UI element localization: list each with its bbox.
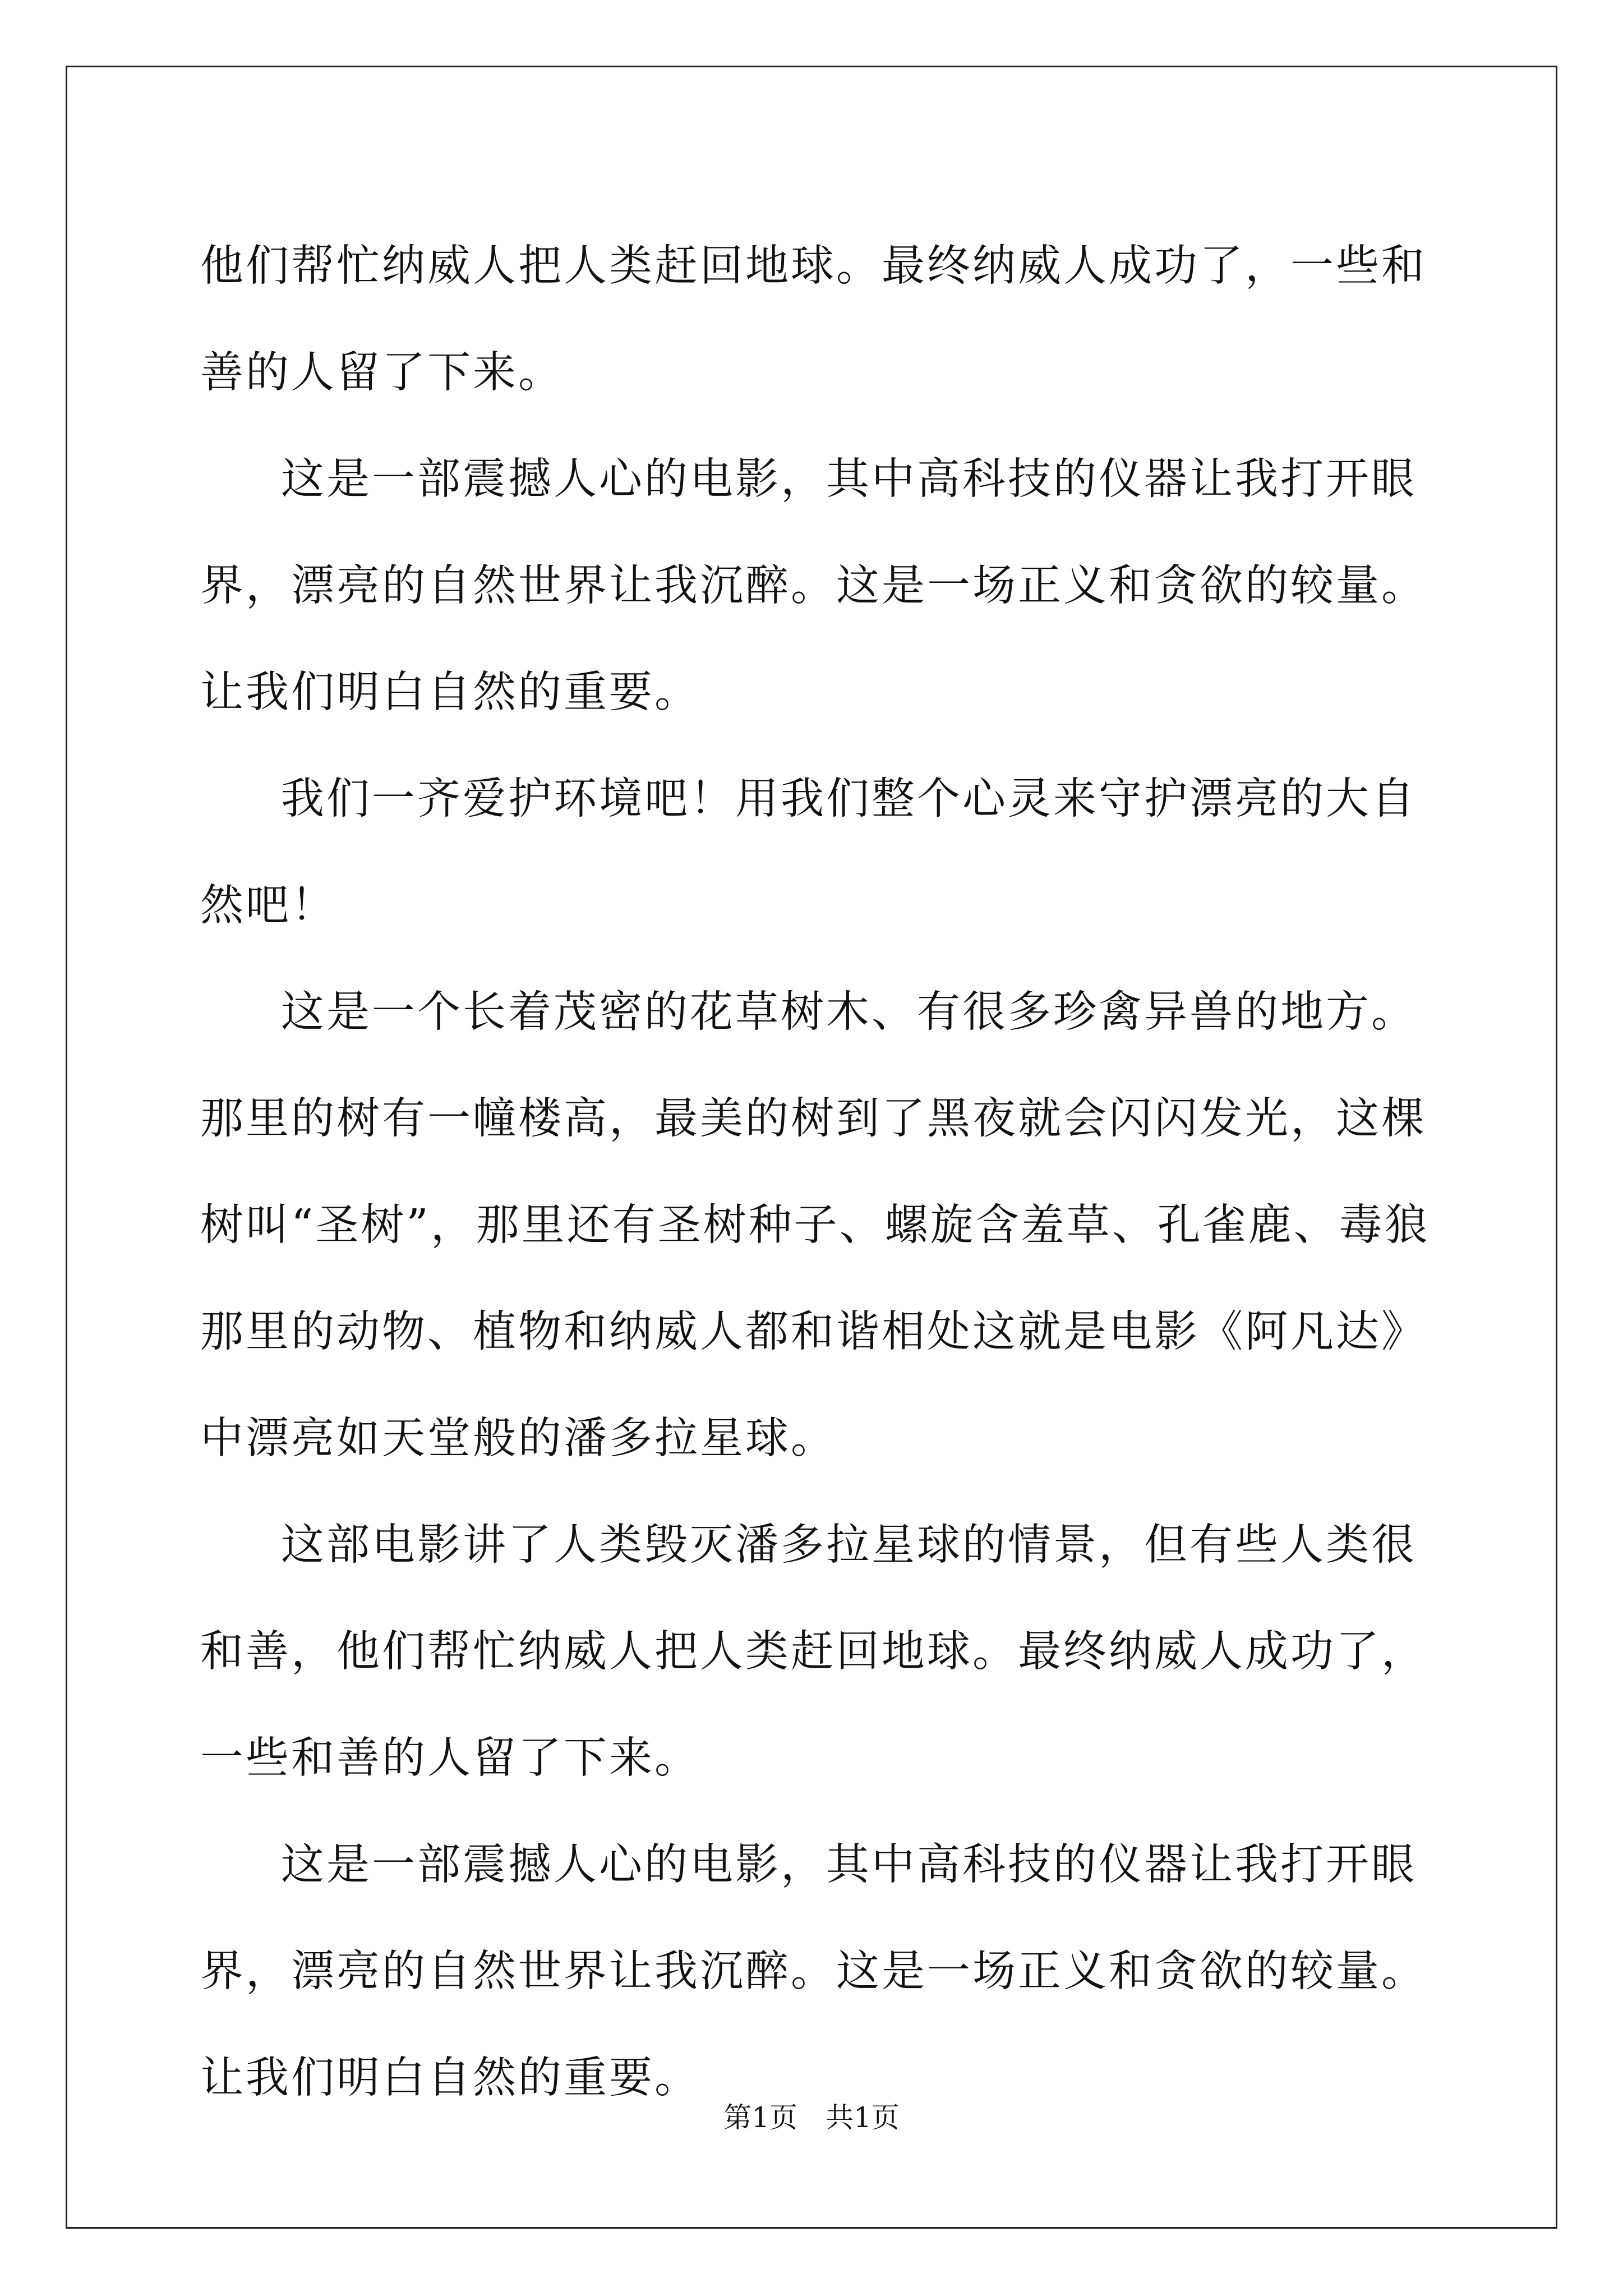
- paragraph-6: 这是一部震撼人心的电影，其中高科技的仪器让我打开眼界，漂亮的自然世界让我沉醉。这是一场正义和贪欲的较量。让我们明白自然的重要。: [200, 1840, 1427, 2103]
- paragraph-5: 这部电影讲了人类毁灭潘多拉星球的情景，但有些人类很和善，他们帮忙纳威人把人类赶回地球。最终纳威人成功了，一些和善的人留了下来。: [200, 1520, 1427, 1783]
- paragraph-3: 我们一齐爱护环境吧！用我们整个心灵来守护漂亮的大自然吧！: [200, 774, 1417, 931]
- page-number: 第1页: [723, 2101, 797, 2134]
- page-total: 共1页: [826, 2101, 900, 2134]
- paragraph-2: 这是一部震撼人心的电影，其中高科技的仪器让我打开眼界，漂亮的自然世界让我沉醉。这是一场正义和贪欲的较量。让我们明白自然的重要。: [200, 454, 1427, 717]
- paragraph-4: 这是一个长着茂密的花草树木、有很多珍禽异兽的地方。那里的树有一幢楼高，最美的树到了黑夜就会闪闪发光，这棵树叫“圣树”，那里还有圣树种子、螺旋含羞草、孔雀鹿、毒狼那里的动物、植物和纳威人都和谐相处这就是电影《阿凡达》中漂亮如天堂般的潘多拉星球。: [200, 987, 1430, 1464]
- page-footer: [0, 2101, 1623, 2134]
- paragraph-1: 他们帮忙纳威人把人类赶回地球。最终纳威人成功了，一些和善的人留了下来。: [200, 241, 1427, 398]
- document-body: [200, 213, 1434, 2132]
